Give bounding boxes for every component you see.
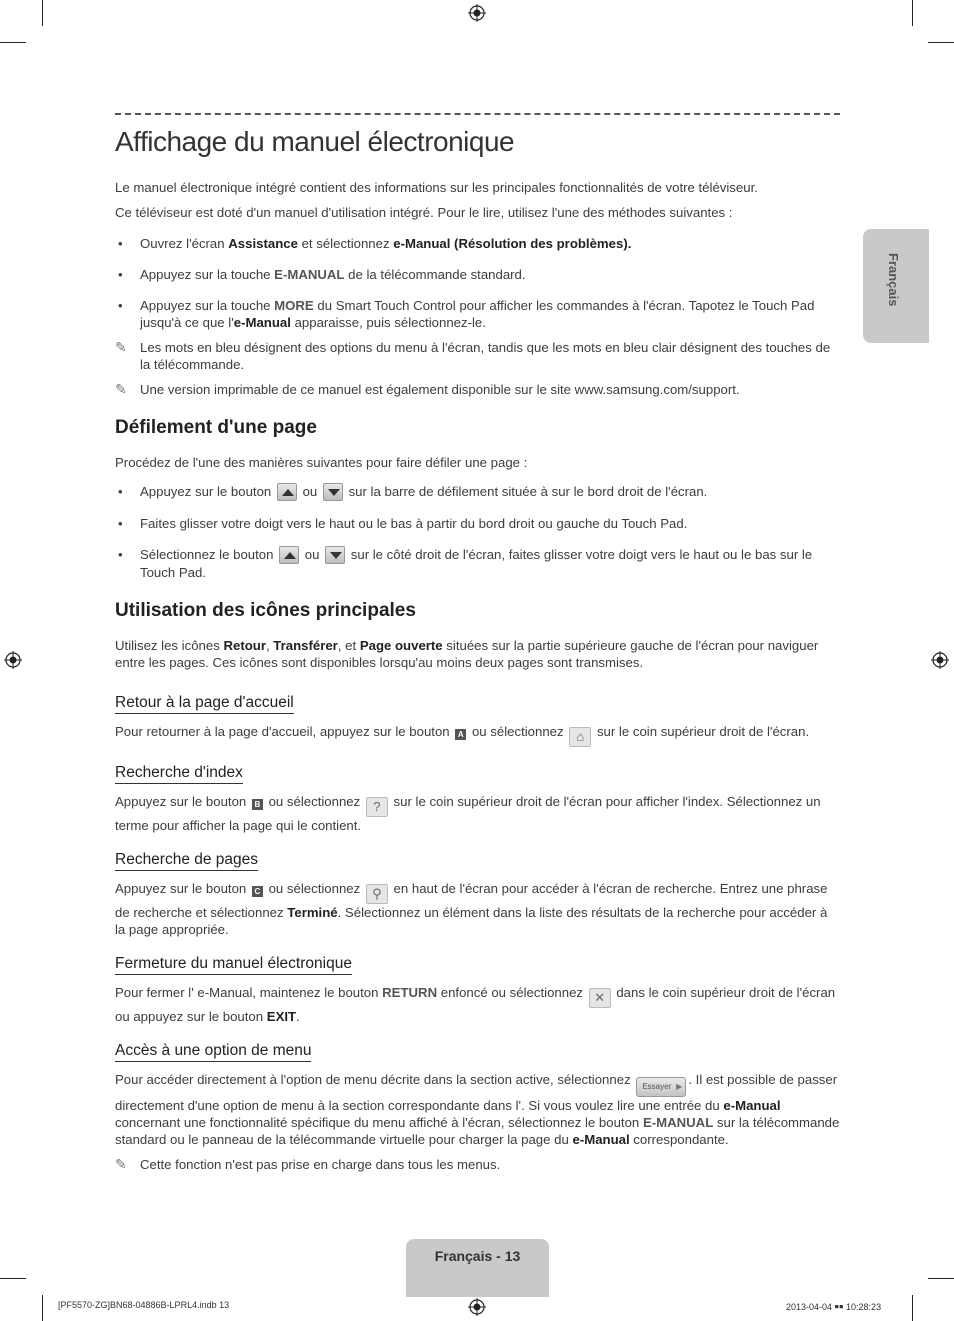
subsection-search [115, 850, 840, 938]
close-icon: ✕ [589, 988, 611, 1008]
subsection-heading: Recherche de pages [115, 850, 258, 871]
title-divider [115, 113, 840, 115]
pencil-icon: ✎ [115, 1156, 127, 1172]
crop-mark [912, 0, 913, 26]
home-icon: ⌂ [569, 727, 591, 747]
list-item: • Appuyez sur la touche E-MANUAL de la télécommande standard. [118, 267, 526, 282]
list-item: • Appuyez sur le bouton ou sur la barre de défilement située à sur le bord droit de l'écran. [118, 484, 708, 499]
subsection-heading: Recherche d'index [115, 763, 243, 784]
subsection-paragraph: Pour accéder directement à l'option de menu décrite dans la section active, sélectionnez Essayer ▶ . Il est possible de passer directement d'une option de menu à la section correspondante dans l'. Si vous voulez lire une entrée du e-Manual concernant une fonctionnalité spécifique du menu affiché à l'écran, sélectionnez le bouton E-MANUAL sur la télécommande standard ou le panneau de la télécommande virtuelle pour charger la page du e-Manual correspondante. [115, 1071, 840, 1148]
crop-mark [928, 42, 954, 43]
print-timestamp: 2013-04-04 ￭￭ 10:28:23 [786, 1302, 882, 1312]
note-item: ✎ Une version imprimable de ce manuel est également disponible sur le site www.samsung.com/support. [115, 381, 740, 397]
side-tab-label: Français [886, 253, 901, 307]
registration-mark-icon [4, 651, 22, 669]
list-item: • Faites glisser votre doigt vers le haut ou le bas à partir du bord droit ou gauche du Touch Pad. [118, 516, 688, 531]
scroll-up-icon [279, 546, 299, 564]
crop-mark [0, 1278, 26, 1279]
subsection-menu-access [115, 1041, 840, 1173]
page-number: Français - 13 [434, 1248, 521, 1264]
section-heading: Défilement d'une page [115, 417, 317, 438]
bullet-icon: • [118, 516, 123, 531]
subsection-heading: Retour à la page d'accueil [115, 693, 294, 714]
language-side-tab [863, 229, 929, 343]
scroll-up-icon [277, 483, 297, 501]
subsection-paragraph: Appuyez sur le bouton C ou sélectionnez ⚲ en haut de l'écran pour accéder à l'écran de recherche. Entrez une phrase de recherche et sélectionnez Terminé. Sélectionnez un élément dans la liste des résultats de la recherche pour accéder à la page appropriée. [115, 881, 828, 937]
page-number-tab [406, 1239, 549, 1297]
section-paragraph: Utilisez les icônes Retour, Transférer, et Page ouverte situées sur la partie supérieure gauche de l'écran pour naviguer entre les pages. Ces icônes sont disponibles lorsqu'au moins deux pages sont transmises. [115, 638, 819, 670]
crop-mark [928, 1278, 954, 1279]
index-icon: ? [366, 797, 388, 817]
pencil-icon: ✎ [115, 381, 127, 397]
note-item: ✎ Cette fonction n'est pas prise en charge dans tous les menus. [115, 1156, 501, 1172]
scroll-down-icon [325, 546, 345, 564]
subsection-home [115, 693, 840, 747]
list-item: • Ouvrez l'écran Assistance et sélectionnez e-Manual (Résolution des problèmes). [118, 236, 632, 251]
intro-paragraph: Ce téléviseur est doté d'un manuel d'utilisation intégré. Pour le lire, utilisez l'une des méthodes suivantes : [115, 205, 733, 220]
subsection-index [115, 763, 840, 834]
page-title: Affichage du manuel électronique [115, 126, 515, 157]
crop-mark [42, 0, 43, 26]
list-item: • Sélectionnez le bouton ou sur le côté droit de l'écran, faites glisser votre doigt vers le haut ou le bas sur le Touch Pad. [118, 547, 813, 580]
registration-mark-icon [468, 1298, 486, 1316]
subsection-paragraph: Appuyez sur le bouton B ou sélectionnez ? sur le coin supérieur droit de l'écran pour afficher l'index. Sélectionnez un terme pour afficher la page qui le contient. [115, 794, 821, 833]
subsection-heading: Accès à une option de menu [115, 1041, 311, 1062]
subsection-paragraph: Pour retourner à la page d'accueil, appuyez sur le bouton A ou sélectionnez ⌂ sur le coin supérieur droit de l'écran. [115, 723, 840, 747]
subsection-close [115, 954, 840, 1025]
scroll-down-icon [323, 483, 343, 501]
crop-mark [42, 1295, 43, 1321]
list-item: • Appuyez sur la touche MORE du Smart Touch Control pour afficher les commandes à l'écran. Tapotez le Touch Pad jusqu'à ce que l'e-Manual apparaisse, puis sélectionnez-le. [118, 298, 815, 330]
key-c-icon: C [252, 886, 263, 897]
section-heading: Utilisation des icônes principales [115, 600, 416, 621]
search-icon: ⚲ [366, 884, 388, 904]
crop-mark [0, 42, 26, 43]
bullet-icon: • [118, 298, 123, 313]
print-filename: [PF5570-ZG]BN68-04886B-LPRL4.indb 13 [58, 1300, 230, 1310]
bullet-icon: • [118, 547, 123, 562]
bullet-icon: • [118, 484, 123, 499]
subsection-paragraph: Pour fermer l' e-Manual, maintenez le bouton RETURN enfoncé ou sélectionnez ✕ dans le coin supérieur droit de l'écran ou appuyez sur le bouton EXIT. [115, 985, 836, 1024]
section-paragraph: Procédez de l'une des manières suivantes pour faire défiler une page : [115, 455, 528, 470]
key-b-icon: B [252, 799, 263, 810]
subsection-heading: Fermeture du manuel électronique [115, 954, 352, 975]
bullet-icon: • [118, 236, 123, 251]
registration-mark-icon [468, 4, 486, 22]
intro-paragraph: Le manuel électronique intégré contient des informations sur les principales fonctionnalités de votre téléviseur. [115, 180, 758, 195]
registration-mark-icon [931, 651, 949, 669]
crop-mark [912, 1295, 913, 1321]
pencil-icon: ✎ [115, 339, 127, 355]
try-button: Essayer ▶ [636, 1077, 686, 1097]
page-content [115, 113, 840, 1183]
key-a-icon: A [455, 729, 466, 740]
bullet-icon: • [118, 267, 123, 282]
note-item: ✎ Les mots en bleu désignent des options du menu à l'écran, tandis que les mots en bleu clair désignent des touches de la télécommande. [115, 339, 831, 372]
